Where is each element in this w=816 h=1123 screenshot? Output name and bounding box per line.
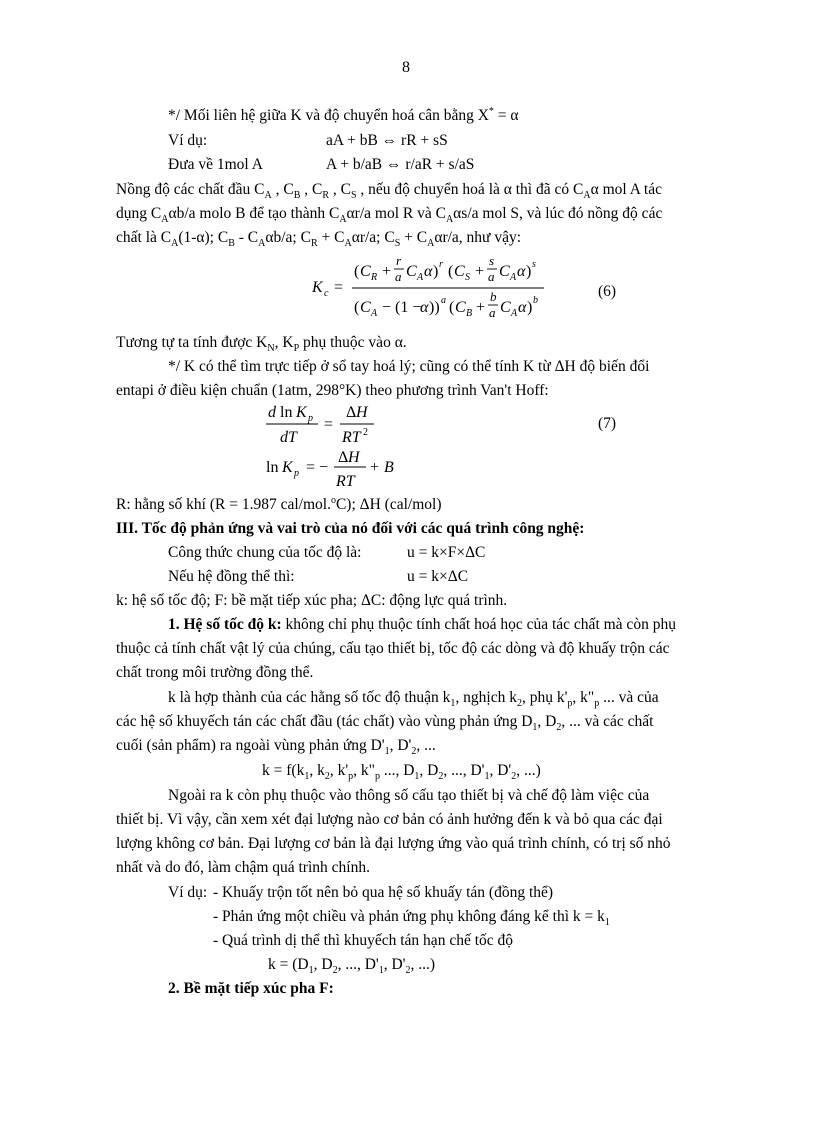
svg-text:H: H	[356, 404, 368, 421]
svg-text:ln: ln	[280, 404, 293, 421]
svg-text:+: +	[382, 263, 392, 280]
svg-text:dT: dT	[280, 429, 297, 446]
svg-text:p: p	[294, 468, 299, 479]
para2-line-1: k là hợp thành của các hằng số tốc độ thuận $k_1$, nghịch $k_2$, phụ $k'_p$, $k"_p$ ... và của	[168, 689, 659, 710]
examples-label: Ví dụ:	[168, 884, 208, 901]
svg-text:=: =	[334, 279, 344, 296]
svg-text:RT: RT	[336, 473, 355, 490]
svg-text:)): ))	[429, 299, 440, 316]
svg-text:s: s	[489, 253, 495, 268]
k-formula: $k = f(k_1$, $k_2$, $k'_p$, $k"_p$ ..., $D_1$, $D_2$, ..., $D'_1$, $D'_2$, ...)	[262, 762, 541, 783]
svg-text:K: K	[312, 279, 323, 296]
svg-text:A: A	[417, 272, 424, 283]
svg-text:d: d	[268, 404, 276, 421]
normalize-equation: A + b/aB ⇔ r/aR + s/aS	[326, 156, 475, 173]
section-3-heading: III. Tốc độ phản ứng và vai trò của nó đối với các quá trình công nghệ:	[116, 520, 585, 537]
equation-6-number: (6)	[598, 283, 617, 300]
para2-line-3: cuối (sản phẩm) ra ngoài vùng phản ứng $D'_1$, $D'_2$, ...	[116, 737, 436, 758]
equation-7	[260, 400, 460, 492]
example-item-1: - Khuấy trộn tốt nên bỏ qua hệ số khuấy tán (đồng thể)	[213, 884, 554, 901]
svg-text:): )	[433, 263, 439, 280]
svg-text:C: C	[360, 299, 371, 316]
subsection-1-line-1	[168, 615, 676, 635]
subsection-1-line-3: chất trong môi trường đồng thể.	[116, 664, 314, 681]
para2-line-2: các hệ số khuyếch tán các chất đầu (tác chất) vào vùng phản ứng $D_1$, $D_2$, ... và các chất	[116, 713, 654, 734]
formula-1: u = k×F×ΔC	[407, 544, 486, 561]
svg-text:Δ: Δ	[338, 449, 349, 466]
para3-line-2: thiết bị. Vì vậy, cần xem xét đại lượng nào cơ bản có ảnh hưởng đến k và bỏ qua các đại	[116, 811, 663, 828]
svg-text:+: +	[370, 459, 380, 476]
vant-hoff-line-1: */ K có thể tìm trực tiếp ở sổ tay hoá lý; cũng có thể tính K từ ΔH độ biến đổi	[168, 358, 650, 375]
svg-text:p: p	[308, 413, 313, 424]
svg-text:a: a	[395, 269, 402, 284]
k-diffusion-formula: $k = (D_1$, $D_2$, ..., $D'_1$, $D'_2$, ...)	[268, 956, 435, 977]
subsection-1-para1-start: không chỉ phụ thuộc tính chất hoá học của tác chất mà còn phụ	[285, 616, 676, 633]
svg-text:C: C	[499, 263, 510, 280]
svg-text:ln: ln	[266, 459, 279, 476]
svg-text:α: α	[424, 263, 433, 280]
svg-text:C: C	[360, 263, 371, 280]
svg-text:a: a	[488, 269, 495, 284]
similar-text: Tương tự ta tính được $K_N$, $K_P$ phụ thuộc vào α.	[116, 334, 407, 355]
para3-line-4: nhất và do đó, làm chậm quá trình chính.	[116, 859, 370, 876]
svg-text:c: c	[324, 288, 329, 299]
concentration-line-2: dụng $C_A\alpha b/a$ molo B để tạo thành $C_A\alpha r/a$ mol R và $C_A\alpha s/a$ mol S, và lúc đó nồng độ các	[116, 205, 663, 226]
formula-1-label: Công thức chung của tốc độ là:	[168, 544, 362, 561]
formula-2: u = k×ΔC	[407, 568, 469, 585]
svg-text:(: (	[354, 299, 360, 316]
svg-text:C: C	[406, 263, 417, 280]
gas-constant-text: R: hằng số khí (R = 1.987 cal/mol.$^o$C); ΔH (cal/mol)	[116, 494, 442, 513]
para3-line-1: Ngoài ra k còn phụ thuộc vào thông số cấu tạo thiết bị và chế độ làm việc của	[168, 787, 650, 804]
concentration-line-3: chất là $C_A(1-\alpha)$; $C_B - C_A\alpha b/a$; $C_R + C_A\alpha r/a$; $C_S + C_A\alpha r/a$, như vậy:	[116, 229, 522, 250]
equation-7-number: (7)	[598, 415, 617, 432]
para3-line-3: lượng không cơ bản. Đại lượng cơ bản là đại lượng ứng vào quá trình chính, có trị số nhỏ	[116, 835, 671, 852]
svg-text:b: b	[490, 289, 497, 304]
svg-text:C: C	[455, 299, 466, 316]
svg-text:A: A	[511, 308, 518, 319]
normalize-label: Đưa về 1mol A	[168, 156, 263, 173]
svg-text:a: a	[489, 305, 496, 320]
svg-text:A: A	[371, 308, 378, 319]
svg-text:B: B	[466, 308, 473, 319]
svg-text:B: B	[384, 459, 394, 476]
svg-text:Δ: Δ	[346, 404, 357, 421]
svg-text:=: =	[324, 416, 334, 433]
relation-heading: */ Mối liên hệ giữa K và độ chuyển hoá cân bằng X* = α	[168, 105, 519, 124]
svg-text:b: b	[533, 295, 538, 306]
vant-hoff-line-2: entapi ở điều kiện chuẩn (1atm, 298°K) theo phương trình Van't Hoff:	[116, 382, 549, 399]
svg-text:+: +	[476, 299, 486, 316]
svg-text:RT: RT	[342, 429, 361, 446]
section-3-legend: k: hệ số tốc độ; F: bề mặt tiếp xúc pha; ΔC: động lực quá trình.	[116, 592, 508, 609]
svg-text:r: r	[396, 253, 402, 268]
svg-text:S: S	[465, 272, 470, 283]
svg-text:(: (	[449, 299, 455, 316]
svg-text:(: (	[354, 263, 360, 280]
svg-text:s: s	[532, 259, 536, 270]
page-number: 8	[402, 59, 410, 76]
example-label: Ví dụ:	[168, 132, 208, 149]
svg-text:2: 2	[363, 427, 368, 438]
svg-text:): )	[527, 299, 533, 316]
svg-text:= −: = −	[306, 459, 329, 476]
example-item-3: - Quá trình dị thể thì khuyếch tán hạn chế tốc độ	[213, 932, 514, 949]
svg-text:α: α	[518, 299, 527, 316]
equation-6	[300, 250, 620, 330]
subsection-1-line-2: thuộc cả tính chất vật lý của chúng, cấu tạo thiết bị, tốc độ các dòng và độ khuấy trộn các	[116, 640, 670, 657]
svg-text:): )	[526, 263, 532, 280]
svg-text:C: C	[454, 263, 465, 280]
concentration-line-1: Nồng độ các chất đầu $C_A$ , $C_B$ , $C_R$ , $C_S$ , nếu độ chuyển hoá là α thì đã có $C_A\alpha$ mol A tác	[116, 181, 662, 202]
svg-text:A: A	[510, 272, 517, 283]
svg-text:K: K	[296, 404, 307, 421]
example-item-2: - Phản ứng một chiều và phản ứng phụ không đáng kể thì $k = k_1$	[213, 908, 610, 929]
svg-text:(: (	[448, 263, 454, 280]
svg-text:− (1 −: − (1 −	[382, 299, 422, 316]
subsection-2-heading: 2. Bề mặt tiếp xúc pha F:	[168, 980, 334, 997]
example-equation: aA + bB ⇔ rR + sS	[326, 132, 448, 149]
formula-2-label: Nếu hệ đồng thể thì:	[168, 568, 295, 585]
svg-text:r: r	[439, 259, 443, 270]
svg-text:a: a	[441, 295, 446, 306]
svg-text:α: α	[517, 263, 526, 280]
subsection-1-heading: 1. Hệ số tốc độ k:	[168, 616, 282, 633]
svg-text:K: K	[282, 459, 293, 476]
svg-text:α: α	[420, 299, 429, 316]
svg-text:H: H	[348, 449, 360, 466]
svg-text:C: C	[500, 299, 511, 316]
svg-text:+: +	[475, 263, 485, 280]
svg-text:R: R	[371, 272, 378, 283]
